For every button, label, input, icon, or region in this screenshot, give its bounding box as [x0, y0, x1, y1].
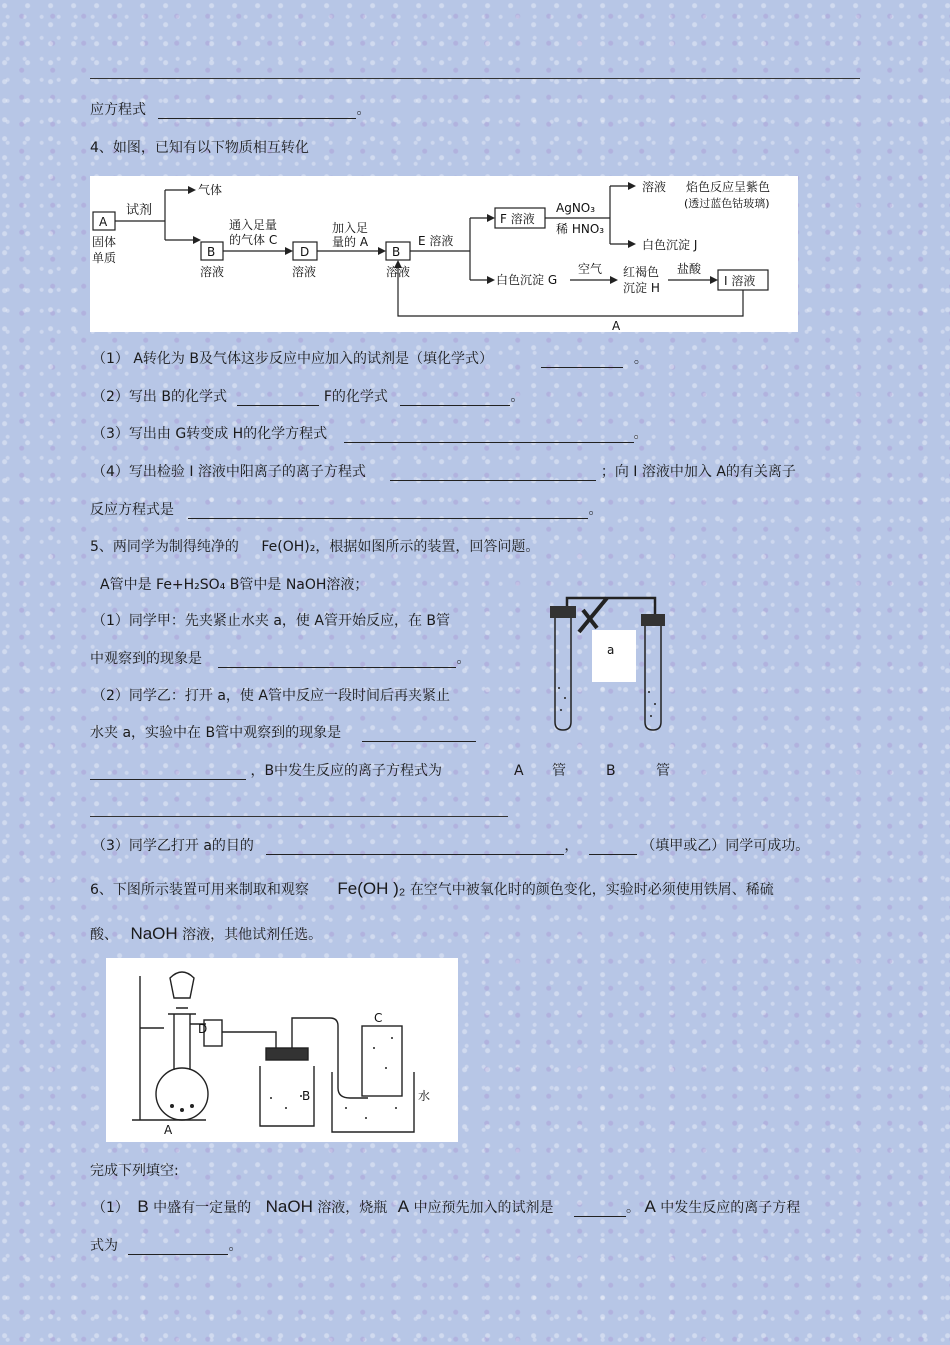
- answer-blank[interactable]: [237, 391, 319, 406]
- stopper-a: [550, 606, 576, 618]
- q4-title: 4、如图，已知有以下物质相互转化: [90, 140, 309, 156]
- label-flame2: (透过蓝色钴玻璃): [684, 197, 770, 210]
- answer-blank[interactable]: [390, 466, 596, 481]
- stopper-b: [641, 614, 665, 626]
- cylinder-c: [362, 1026, 402, 1096]
- q5-tubes: A管中是 Fe+H₂SO₄ B管中是 NaOH溶液；: [100, 577, 369, 593]
- label-app-b: B: [302, 1089, 311, 1103]
- top-divider: [90, 78, 860, 79]
- clamp: [579, 598, 607, 632]
- answer-blank[interactable]: [158, 104, 356, 119]
- tube-apparatus-svg: [545, 592, 685, 734]
- flask-neck: [174, 1014, 190, 1070]
- label-a: A: [99, 215, 108, 229]
- label-d-sub: 溶液: [292, 265, 317, 279]
- q5-3: （3）同学乙打开 a的目的 ， （填甲或乙）同学可成功。: [92, 838, 810, 854]
- q5-2c: ，B中发生反应的离子方程式为: [90, 762, 442, 780]
- answer-blank[interactable]: [400, 391, 510, 406]
- q5-1b: 中观察到的现象是 。: [90, 651, 471, 667]
- label-f: F 溶液: [500, 212, 535, 226]
- label-hcl: 盐酸: [677, 262, 702, 276]
- label-white-j: 白色沉淀 J: [642, 238, 698, 252]
- arrow-e-split: [470, 218, 490, 280]
- iron-stand: [132, 976, 206, 1120]
- conversion-diagram: [90, 176, 798, 332]
- label-a-sub1: 固体: [92, 235, 117, 249]
- bottle-b-cap: [266, 1048, 308, 1060]
- label-app-c: C: [374, 1011, 383, 1025]
- answer-blank[interactable]: [362, 727, 476, 742]
- reaction-line: 应方程式 。: [90, 102, 371, 118]
- answer-blank[interactable]: [589, 840, 637, 855]
- answer-line[interactable]: [90, 816, 508, 817]
- q5-guan1: 管: [552, 763, 566, 779]
- answer-blank[interactable]: [541, 353, 623, 368]
- label-b2-sub: 溶液: [386, 265, 411, 279]
- label-i: I 溶液: [724, 274, 756, 288]
- valve-label-a: a: [607, 643, 615, 657]
- label-bottom-a: A: [612, 319, 621, 332]
- label-hno3: 稀 HNO₃: [556, 222, 605, 236]
- fill-instruction: 完成下列填空:: [90, 1163, 179, 1179]
- label-sol: 溶液: [642, 180, 667, 194]
- tube-apparatus: [545, 592, 685, 734]
- label-gas: 气体: [198, 183, 223, 197]
- answer-blank[interactable]: [90, 765, 246, 780]
- label-agno3: AgNO₃: [556, 201, 596, 215]
- flask-a: [156, 1068, 208, 1120]
- q5-2b: 水夹 a，实验中在 B管中观察到的现象是: [90, 724, 476, 742]
- label-app-d: D: [198, 1022, 208, 1036]
- label-a-sub2: 单质: [92, 251, 117, 265]
- q5-guan2: 管: [656, 763, 670, 779]
- q4-2: （2）写出 B的化学式 F的化学式 。: [92, 389, 525, 405]
- q5-a-tube-label: A: [514, 763, 524, 779]
- answer-blank[interactable]: [128, 1240, 228, 1255]
- arrow-f-split: [610, 186, 630, 244]
- q6-1-cont: 式为 。: [90, 1238, 243, 1254]
- label-white-g: 白色沉淀 G: [496, 273, 558, 287]
- label-passc1: 通入足量: [229, 218, 278, 232]
- label-b: B: [207, 245, 216, 259]
- q6-title-cont: 酸、 NaOH 溶液，其他试剂任选。: [90, 924, 323, 943]
- label-adda1: 加入足: [332, 221, 369, 235]
- q4-4: （4）写出检验 I 溶液中阳离子的离子方程式 ；向 I 溶液中加入 A的有关离子: [92, 464, 796, 480]
- q5-title: 5、两同学为制得纯净的 Fe(OH)₂，根据如图所示的装置，回答问题。: [90, 539, 540, 555]
- label-d: D: [300, 245, 310, 259]
- q5-1a: （1）同学甲：先夹紧止水夹 a，使 A管开始反应，在 B管: [92, 613, 451, 629]
- feoh2-apparatus-svg: [106, 958, 458, 1142]
- conversion-diagram-svg: [90, 176, 798, 332]
- label-e: E 溶液: [418, 234, 454, 248]
- label-air: 空气: [578, 262, 603, 276]
- answer-blank[interactable]: [218, 653, 456, 668]
- q4-3: （3）写出由 G转变成 H的化学方程式 。: [92, 426, 648, 442]
- label-reagent: 试剂: [126, 203, 153, 218]
- label-adda2: 量的 A: [332, 235, 369, 249]
- label-app-a: A: [164, 1123, 173, 1137]
- answer-blank[interactable]: [574, 1202, 626, 1217]
- arrow-split: [165, 190, 196, 240]
- q4-4-cont: 反应方程式是 。: [90, 502, 603, 518]
- feoh2-apparatus: [106, 958, 458, 1142]
- label-red-h1: 红褐色: [623, 265, 660, 279]
- answer-blank[interactable]: [188, 504, 588, 519]
- q6-1: （1） B 中盛有一定量的 NaOH 溶液，烧瓶 A 中应预先加入的试剂是 。 A 中发生反应的离子方程: [92, 1197, 801, 1216]
- label-red-h2: 沉淀 H: [623, 281, 660, 295]
- q6-title: 6、下图所示装置可用来制取和观察 Fe(OH )₂ 在空气中被氧化时的颜色变化，实验时必须使用铁屑、稀硫: [90, 879, 774, 898]
- label-b2: B: [392, 245, 401, 259]
- q5-2a: （2）同学乙：打开 a，使 A管中反应一段时间后再夹紧止: [92, 688, 450, 704]
- q4-1: （1） A转化为 B及气体这步反应中应加入的试剂是（填化学式） 。: [92, 351, 648, 367]
- tube-b: [645, 624, 661, 730]
- q5-b-tube-label: B: [606, 763, 616, 779]
- label-water: 水: [418, 1089, 431, 1103]
- label-passc2: 的气体 C: [229, 233, 278, 247]
- tube-a: [555, 616, 571, 730]
- answer-blank[interactable]: [266, 840, 564, 855]
- label-flame1: 焰色反应呈紫色: [686, 180, 771, 194]
- answer-blank[interactable]: [344, 428, 634, 443]
- label-b-sub: 溶液: [200, 265, 225, 279]
- funnel: [168, 972, 196, 1014]
